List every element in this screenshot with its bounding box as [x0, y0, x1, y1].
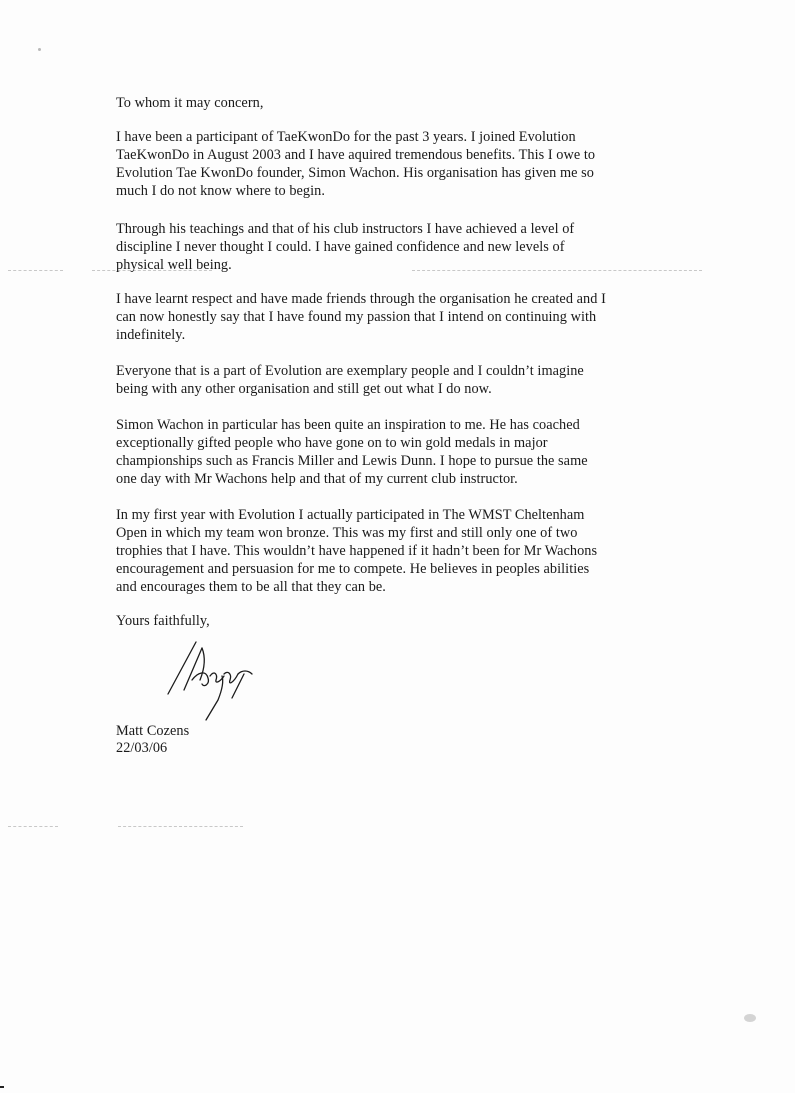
handwritten-signature — [162, 640, 262, 722]
paragraph-6-line: Open in which my team won bronze. This was my first and still only one of two — [116, 525, 578, 541]
scan-artifact-line — [118, 826, 243, 827]
paragraph-4-line: being with any other organisation and still get out what I do now. — [116, 381, 492, 397]
salutation: To whom it may concern, — [116, 95, 264, 111]
scan-artifact-line — [412, 270, 702, 271]
paragraph-4-line: Everyone that is a part of Evolution are exemplary people and I couldn’t imagine — [116, 363, 584, 379]
paragraph-3-line: can now honestly say that I have found my passion that I intend on continuing with — [116, 309, 597, 325]
paragraph-6-line: In my first year with Evolution I actually participated in The WMST Cheltenham — [116, 507, 585, 523]
paragraph-6-line: encouragement and persuasion for me to compete. He believes in peoples abilities — [116, 561, 590, 577]
scan-edge-mark — [0, 1086, 4, 1088]
paragraph-5-line: exceptionally gifted people who have gone on to win gold medals in major — [116, 435, 548, 451]
paragraph-2-line: physical well being. — [116, 257, 232, 273]
paragraph-1-line: I have been a participant of TaeKwonDo for the past 3 years. I joined Evolution — [116, 129, 576, 145]
paragraph-5-line: one day with Mr Wachons help and that of my current club instructor. — [116, 471, 518, 487]
paragraph-2-line: discipline I never thought I could. I have gained confidence and new levels of — [116, 239, 565, 255]
paragraph-3-line: I have learnt respect and have made friends through the organisation he created and I — [116, 291, 606, 307]
paragraph-1-line: Evolution Tae KwonDo founder, Simon Wachon. His organisation has given me so — [116, 165, 594, 181]
scan-artifact-line — [8, 826, 58, 827]
paragraph-3-line: indefinitely. — [116, 327, 186, 343]
scan-speck — [744, 1014, 756, 1022]
paragraph-6-line: and encourages them to be all that they can be. — [116, 579, 386, 595]
closing: Yours faithfully, — [116, 613, 210, 629]
scan-speck — [38, 48, 41, 51]
paragraph-5-line: Simon Wachon in particular has been quite an inspiration to me. He has coached — [116, 417, 580, 433]
letter-date: 22/03/06 — [116, 740, 168, 756]
scan-artifact-line — [8, 270, 63, 271]
paragraph-1-line: much I do not know where to begin. — [116, 183, 325, 199]
paragraph-1-line: TaeKwonDo in August 2003 and I have aquired tremendous benefits. This I owe to — [116, 147, 596, 163]
signer-name: Matt Cozens — [116, 723, 190, 739]
paragraph-5-line: championships such as Francis Miller and Lewis Dunn. I hope to pursue the same — [116, 453, 588, 469]
paragraph-2-line: Through his teachings and that of his club instructors I have achieved a level of — [116, 221, 575, 237]
paragraph-6-line: trophies that I have. This wouldn’t have happened if it hadn’t been for Mr Wachons — [116, 543, 598, 559]
